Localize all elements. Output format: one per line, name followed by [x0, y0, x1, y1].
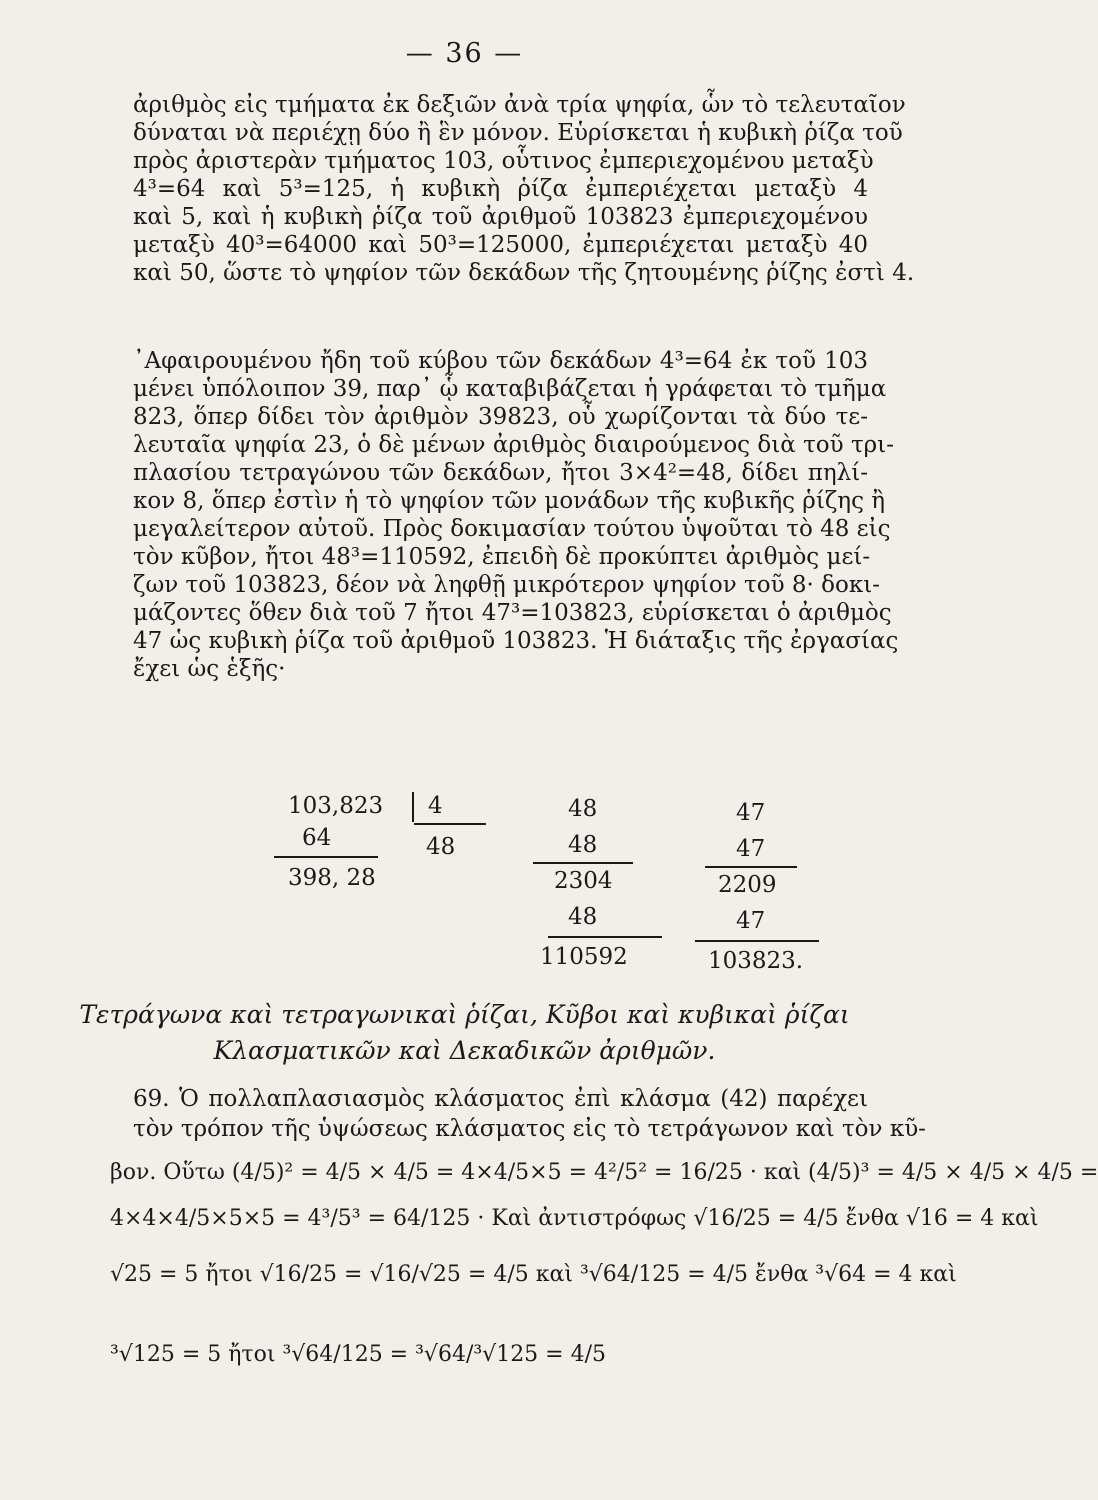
- formula-line-1: βον. Οὕτω (4/5)² = 4/5 × 4/5 = 4×4/5×5 = 4²/5² = 16/25 · καὶ (4/5)³ = 4/5 × 4/5 × 4/5 =: [110, 1160, 1098, 1185]
- text-line: πλασίου τετραγώνου τῶν δεκάδων, ἤτοι 3×4²=48, δίδει πηλί-: [133, 460, 868, 486]
- division-bar: [412, 792, 414, 822]
- rule-line: [414, 823, 486, 825]
- text-line: ᾿Αφαιρουμένου ἤδη τοῦ κύβου τῶν δεκάδων 4³=64 ἐκ τοῦ 103: [133, 348, 868, 374]
- work-subtrahend: 64: [302, 825, 332, 851]
- text-line: μεταξὺ 40³=64000 καὶ 50³=125000, ἐμπεριέχεται μεταξὺ 40: [133, 232, 868, 258]
- text-line: ἔχει ὡς ἑξῆς·: [133, 656, 286, 682]
- work-remainder: 398, 28: [288, 865, 376, 891]
- work-result: 103823.: [708, 948, 804, 974]
- work-factor: 47: [736, 836, 766, 862]
- page-number: — 36 —: [405, 38, 524, 69]
- work-divisor: 48: [426, 834, 456, 860]
- text-line: ἀριθμὸς εἰς τμήματα ἐκ δεξιῶν ἀνὰ τρία ψηφία, ὧν τὸ τελευταῖον: [133, 92, 906, 118]
- text-line: ζων τοῦ 103823, δέον νὰ ληφθῇ μικρότερον ψηφίον τοῦ 8· δοκι-: [133, 572, 880, 598]
- section-heading-line1: Τετράγωνα καὶ τετραγωνικαὶ ῥίζαι, Κῦβοι καὶ κυβικαὶ ῥίζαι: [79, 1000, 850, 1029]
- rule-line: [705, 866, 797, 868]
- text-line: 4³=64 καὶ 5³=125, ἡ κυβικὴ ῥίζα ἐμπεριέχεται μεταξὺ 4: [133, 176, 868, 202]
- formula-line-4: ³√125 = 5 ἤτοι ³√64/125 = ³√64/³√125 = 4/5: [110, 1342, 607, 1367]
- work-dividend: 103,823: [288, 793, 384, 819]
- work-factor: 48: [568, 832, 598, 858]
- text-line: μένει ὑπόλοιπον 39, παρ᾿ ᾧ καταβιβάζεται ἡ γράφεται τὸ τμῆμα: [133, 376, 887, 402]
- text-line: 823, ὅπερ δίδει τὸν ἀριθμὸν 39823, οὗ χωρίζονται τὰ δύο τε-: [133, 404, 868, 430]
- text-line: μεγαλείτερον αὐτοῦ. Πρὸς δοκιμασίαν τούτου ὑψοῦται τὸ 48 εἰς: [133, 516, 891, 542]
- work-factor: 48: [568, 796, 598, 822]
- work-product: 2304: [554, 868, 613, 894]
- rule-line: [695, 940, 819, 942]
- text-line: τὸν κῦβον, ἤτοι 48³=110592, ἐπειδὴ δὲ προκύπτει ἀριθμὸς μεί-: [133, 544, 871, 570]
- text-line: καὶ 50, ὥστε τὸ ψηφίον τῶν δεκάδων τῆς ζητουμένης ῥίζης ἐστὶ 4.: [133, 260, 915, 286]
- text-line: μάζοντες ὅθεν διὰ τοῦ 7 ἤτοι 47³=103823, εὑρίσκεται ὁ ἀριθμὸς: [133, 600, 892, 626]
- text-line: πρὸς ἀριστερὰν τμήματος 103, οὗτινος ἐμπεριεχομένου μεταξὺ: [133, 148, 874, 174]
- formula-line-2: 4×4×4/5×5×5 = 4³/5³ = 64/125 · Καὶ ἀντιστρόφως √16/25 = 4/5 ἔνθα √16 = 4 καὶ: [110, 1206, 1039, 1231]
- rule-line: [274, 856, 378, 858]
- text-line: λευταῖα ψηφία 23, ὁ δὲ μένων ἀριθμὸς διαιρούμενος διὰ τοῦ τρι-: [133, 432, 894, 458]
- work-factor: 48: [568, 904, 598, 930]
- work-root-digit: 4: [428, 793, 443, 819]
- text-line: κον 8, ὅπερ ἐστὶν ἡ τὸ ψηφίον τῶν μονάδων τῆς κυβικῆς ῥίζης ἢ: [133, 488, 886, 514]
- text-line: καὶ 5, καὶ ἡ κυβικὴ ῥίζα τοῦ ἀριθμοῦ 103823 ἐμπεριεχομένου: [133, 204, 868, 230]
- text-line: τὸν τρόπον τῆς ὑψώσεως κλάσματος εἰς τὸ τετράγωνον καὶ τὸν κῦ-: [133, 1116, 926, 1142]
- work-factor: 47: [736, 800, 766, 826]
- rule-line: [548, 936, 662, 938]
- work-product: 2209: [718, 872, 777, 898]
- text-line: 47 ὡς κυβικὴ ῥίζα τοῦ ἀριθμοῦ 103823. Ἡ διάταξις τῆς ἐργασίας: [133, 628, 899, 654]
- work-result: 110592: [540, 944, 628, 970]
- formula-line-3: √25 = 5 ἤτοι √16/25 = √16/√25 = 4/5 καὶ ³√64/125 = 4/5 ἔνθα ³√64 = 4 καὶ: [110, 1262, 957, 1287]
- work-factor: 47: [736, 908, 766, 934]
- text-line: 69. Ὁ πολλαπλασιασμὸς κλάσματος ἐπὶ κλάσμα (42) παρέχει: [133, 1086, 868, 1112]
- rule-line: [533, 862, 633, 864]
- text-line: δύναται νὰ περιέχῃ δύο ἢ ἓν μόνον. Εὑρίσκεται ἡ κυβικὴ ῥίζα τοῦ: [133, 120, 903, 146]
- section-heading-line2: Κλασματικῶν καὶ Δεκαδικῶν ἀριθμῶν.: [213, 1036, 716, 1065]
